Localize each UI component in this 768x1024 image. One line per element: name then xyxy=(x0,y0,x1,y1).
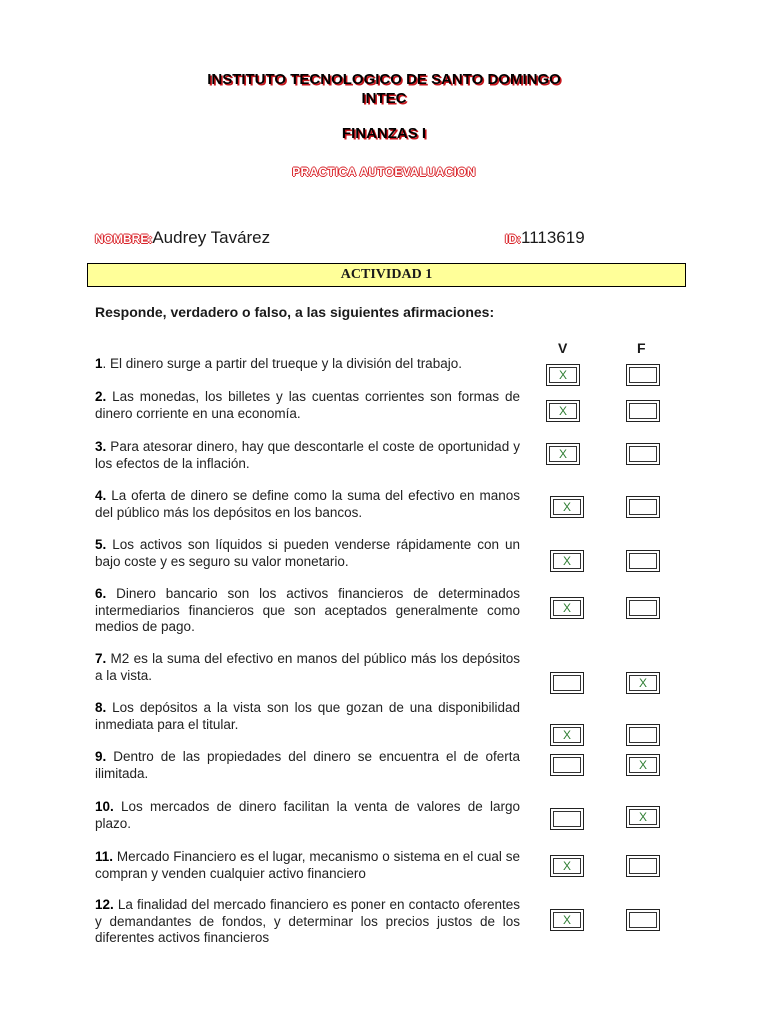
q11-false-checkbox[interactable] xyxy=(626,855,660,877)
question-text: Para atesorar dinero, hay que descontarle el coste de oportunidad y los efectos de la inflación. xyxy=(95,439,520,471)
question-9 xyxy=(95,749,520,782)
column-true-header: V xyxy=(558,340,568,356)
q5-true-checkbox[interactable]: X xyxy=(550,550,584,572)
q12-false-checkbox[interactable] xyxy=(626,909,660,931)
question-number: 5. xyxy=(95,537,107,552)
question-text: La oferta de dinero se define como la suma del efectivo en manos del público más los depósitos en los bancos. xyxy=(95,488,520,520)
question-7 xyxy=(95,651,520,684)
q8-false-checkbox[interactable] xyxy=(626,724,660,746)
question-2 xyxy=(95,389,520,422)
q2-false-checkbox[interactable] xyxy=(626,400,660,422)
q2-true-checkbox[interactable]: X xyxy=(546,400,580,422)
question-number: 1 xyxy=(95,356,103,371)
q8-true-checkbox[interactable]: X xyxy=(550,724,584,746)
question-number: 6. xyxy=(95,586,107,601)
question-text: Los mercados de dinero facilitan la venta de valores de largo plazo. xyxy=(95,799,520,831)
question-3 xyxy=(95,439,520,472)
question-6 xyxy=(95,586,520,636)
question-12 xyxy=(95,897,520,947)
q11-true-checkbox[interactable]: X xyxy=(550,855,584,877)
activity-banner: ACTIVIDAD 1 xyxy=(87,263,686,287)
question-number: 7. xyxy=(95,651,107,666)
question-number: 9. xyxy=(95,749,107,764)
question-number: 2. xyxy=(95,389,107,404)
course-title: FINANZAS I xyxy=(341,125,427,142)
id-label: ID: xyxy=(505,232,521,246)
question-number: 3. xyxy=(95,439,107,454)
question-8 xyxy=(95,700,520,733)
question-number: 4. xyxy=(95,488,107,503)
q6-false-checkbox[interactable] xyxy=(626,597,660,619)
q5-false-checkbox[interactable] xyxy=(626,550,660,572)
question-text: M2 es la suma del efectivo en manos del público más los depósitos a la vista. xyxy=(95,651,520,683)
q4-true-checkbox[interactable]: X xyxy=(550,496,584,518)
question-text: Los depósitos a la vista son los que gozan de una disponibilidad inmediata para el titular. xyxy=(95,700,520,732)
question-text: . El dinero surge a partir del trueque y la división del trabajo. xyxy=(102,356,462,371)
id-value: 1113619 xyxy=(521,228,585,247)
question-number: 8. xyxy=(95,700,107,715)
q9-true-checkbox[interactable] xyxy=(550,754,584,776)
column-false-header: F xyxy=(637,340,646,356)
q9-false-checkbox[interactable]: X xyxy=(626,754,660,776)
q10-true-checkbox[interactable] xyxy=(550,808,584,830)
question-text: Dinero bancario son los activos financieros de determinados intermediarios financieros que son aceptados generalmente como medios de pago. xyxy=(95,586,520,634)
student-name-line xyxy=(95,228,270,248)
question-text: La finalidad del mercado financiero es poner en contacto oferentes y demandantes de fondos, y determinar los precios justos de los diferentes activos financieros xyxy=(95,897,520,945)
q3-false-checkbox[interactable] xyxy=(626,443,660,465)
question-number: 11. xyxy=(95,849,114,864)
q4-false-checkbox[interactable] xyxy=(626,496,660,518)
name-value: Audrey Tavárez xyxy=(152,228,271,247)
question-4 xyxy=(95,488,520,521)
instructions: Responde, verdadero o falso, a las siguientes afirmaciones: xyxy=(95,304,495,320)
question-text: Las monedas, los billetes y las cuentas corrientes son formas de dinero corriente en una economía. xyxy=(95,389,520,421)
q1-false-checkbox[interactable] xyxy=(626,364,660,386)
q12-true-checkbox[interactable]: X xyxy=(550,909,584,931)
name-label: NOMBRE: xyxy=(95,232,153,246)
question-1 xyxy=(95,356,520,373)
student-id-line xyxy=(505,228,585,248)
question-11 xyxy=(95,849,520,882)
q7-false-checkbox[interactable]: X xyxy=(626,672,660,694)
question-number: 10. xyxy=(95,799,114,814)
question-text: Los activos son líquidos si pueden venderse rápidamente con un bajo coste y es seguro su valor monetario. xyxy=(95,537,520,569)
q1-true-checkbox[interactable]: X xyxy=(546,364,580,386)
question-10 xyxy=(95,799,520,832)
practice-subtitle: PRACTICA AUTOEVALUACION xyxy=(292,165,476,179)
question-text: Dentro de las propiedades del dinero se encuentra el de oferta ilimitada. xyxy=(95,749,520,781)
q7-true-checkbox[interactable] xyxy=(550,672,584,694)
q3-true-checkbox[interactable]: X xyxy=(546,443,580,465)
question-text: Mercado Financiero es el lugar, mecanismo o sistema en el cual se compran y venden cualquier activo financiero xyxy=(95,849,520,881)
question-5 xyxy=(95,537,520,570)
question-number: 12. xyxy=(95,897,114,912)
institute-acronym: INTEC xyxy=(361,90,407,107)
q10-false-checkbox[interactable]: X xyxy=(626,806,660,828)
institute-title: INSTITUTO TECNOLOGICO DE SANTO DOMINGO xyxy=(207,71,561,88)
q6-true-checkbox[interactable]: X xyxy=(550,597,584,619)
